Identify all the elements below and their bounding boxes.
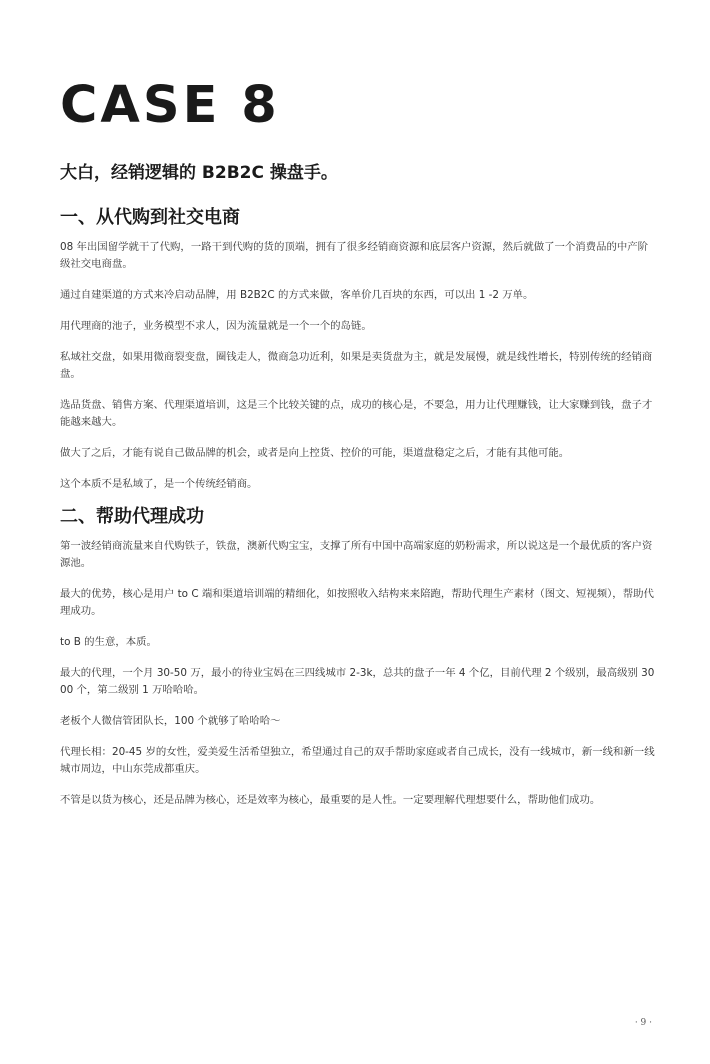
paragraph: 选品货盘、销售方案、代理渠道培训，这是三个比较关键的点，成功的核心是，不要急，用力让代理赚钱，让大家赚到钱，盘子才能越来越大。 — [60, 399, 653, 429]
case-subtitle: 大白，经销逻辑的 B2B2C 操盘手。 — [60, 163, 338, 183]
paragraph: 最大的优势，核心是用户 to C 端和渠道培训端的精细化，如按照收入结构来来陪跑，帮助代理生产素材（图文、短视频），帮助代理成功。 — [60, 588, 654, 618]
paragraph: to B 的生意，本质。 — [60, 636, 157, 649]
paragraph: 代理长相：20-45 岁的女性，爱美爱生活希望独立，希望通过自己的双手帮助家庭或者自己成长，没有一线城市，新一线和新一线城市周边，中山东莞成都重庆。 — [60, 746, 655, 776]
paragraph: 08 年出国留学就干了代购，一路干到代购的货的顶端，拥有了很多经销商资源和底层客户资源，然后就做了一个消费品的中产阶级社交电商盘。 — [60, 241, 649, 271]
paragraph: 第一波经销商流量来自代购铁子，铁盘，澳新代购宝宝，支撑了所有中国中高端家庭的奶粉需求，所以说这是一个最优质的客户资源池。 — [60, 540, 653, 570]
case-title: CASE 8 — [60, 76, 280, 135]
paragraph: 老板个人微信管团队长，100 个就够了哈哈哈～ — [60, 715, 281, 728]
paragraph: 最大的代理，一个月 30-50 万，最小的待业宝妈在三四线城市 2-3k，总共的盘子一年 4 个亿，目前代理 2 个级别，最高级别 3000 个，第二级别 1 万哈哈哈。 — [60, 667, 655, 697]
paragraph: 通过自建渠道的方式来冷启动品牌，用 B2B2C 的方式来做，客单价几百块的东西，可以出 1 -2 万单。 — [60, 289, 534, 302]
page-number: · 9 · — [634, 1018, 652, 1028]
section-from-daigou-to-social-commerce — [60, 206, 656, 507]
paragraph: 用代理商的池子，业务模型不求人，因为流量就是一个一个的岛链。 — [60, 320, 372, 333]
paragraph: 这个本质不是私域了，是一个传统经销商。 — [60, 478, 258, 491]
paragraph: 私域社交盘，如果用微商裂变盘，圈钱走人，微商急功近利，如果是卖货盘为主，就是发展慢，就是线性增长，特别传统的经销商盘。 — [60, 351, 653, 381]
section-heading: 二、帮助代理成功 — [60, 506, 204, 527]
section-help-agents-succeed — [60, 505, 656, 823]
section-heading: 一、从代购到社交电商 — [60, 207, 240, 228]
paragraph: 做大了之后，才能有说自己做品牌的机会，或者是向上控货、控价的可能，渠道盘稳定之后，才能有其他可能。 — [60, 447, 570, 460]
paragraph: 不管是以货为核心，还是品牌为核心，还是效率为核心，最重要的是人性。一定要理解代理想要什么，帮助他们成功。 — [60, 794, 601, 807]
